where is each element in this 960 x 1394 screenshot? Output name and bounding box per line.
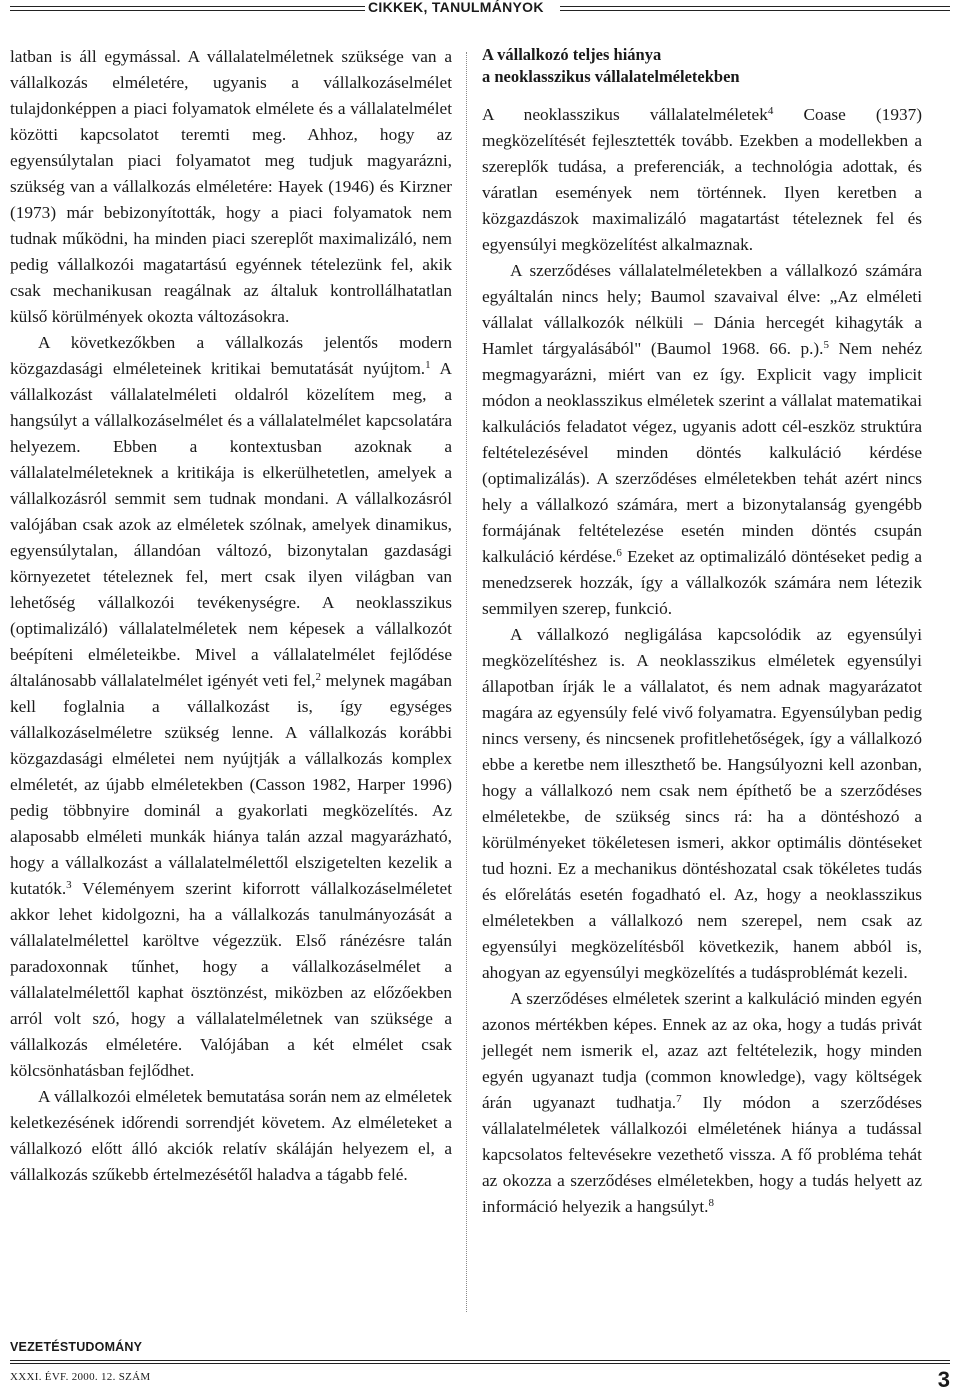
footnote-ref: 4 bbox=[767, 105, 774, 117]
body-paragraph bbox=[482, 258, 922, 622]
footnote-ref: 8 bbox=[708, 1197, 715, 1209]
paragraph-text: Véleményem szerint kiforrott vállalkozáselméletet akkor lehet kidolgozni, ha a vállalkozás tanulmányozását a vállalatelmélettel karöltve végezzük. Első ránézésre talán paradoxonnak tűnhet, hogy a vállalkozáselmélet a vállalatelmélettől kaphat ösztönzést, miközben az előzőekben arról volt szó, hogy a vállalatelméletnek van szüksége a vállalkozás elméletére. Valójában a két elmélet csak kölcsönhatásban fejlődhet. bbox=[10, 879, 452, 1080]
header-rule bbox=[10, 10, 365, 11]
page-header bbox=[0, 0, 960, 26]
paragraph-text: Ezeket az optimalizáló döntéseket pedig a menedzserek hozzák, így a vállalkozók számára nem létezik semmilyen szerep, funkció. bbox=[482, 547, 923, 618]
section-title: CIKKEK, TANULMÁNYOK bbox=[368, 0, 544, 15]
paragraph-text: Ily módon a szerződéses vállalatelméletek vállalkozói elméletének hiánya a tudással kapcsolatos feltevésekre vezethető vissza. A fő probléma tehát az okozza a szerződéses elméletekben, hogy a tudás helyett az információ helyezik a hangsúlyt. bbox=[482, 1093, 922, 1216]
paragraph-text: A szerződéses elméletek szerint a kalkuláció minden egyén azonos mértékben képes. Ennek az az oka, hogy a tudás privát jellegét nem ismerik el, azaz azt feltételezik, hogy minden egyén ugyanazt tudja (common knowledge), vagy költségek árán ugyanazt tudhatja. bbox=[482, 989, 922, 1112]
paragraph-text: A vállalkozói elméletek bemutatása során nem az elméletek keletkezésének időrendi sorrendjét követem. Az elméleteket a vállalkozó előtt álló akciók relatív skáláján helyezem el, a vállalkozás szűkebb értelmezésétől haladva a tágabb felé. bbox=[10, 1087, 452, 1184]
paragraph-text: A vállalkozást vállalatelméleti oldalról közelítem meg, a hangsúlyt a vállalkozáselmélet és a vállalatelmélet kapcsolatára helyezem. Ebben a kontextusban azoknak a vállalatelméleteknek a kritikája is elkerülhetetlen, amelyek a vállalkozásról semmit sem tudnak mondani. A vállalkozásról valójában csak azok az elméletek szólnak, amelyek dinamikus, egyensúlytalan, állandóan változó, bizonytalan gazdasági környezetet tételeznek fel, mert csak ilyen világban van lehetőség vállalkozói tevékenységre. A neoklasszikus (optimalizáló) vállalatelméletek nem képesek a vállalkozót beépíteni elméleteikbe. Mivel a vállalatelmélet fejlődése általánosabb vállalatelmélet igényét veti fel, bbox=[10, 359, 452, 690]
body-paragraph bbox=[482, 986, 922, 1220]
page-footer bbox=[10, 1340, 950, 1394]
paragraph-text: A neoklasszikus vállalatelméletek bbox=[482, 105, 768, 124]
footnote-ref: 3 bbox=[66, 879, 72, 891]
paragraph-text: Coase (1937) megközelítését fejlesztették tovább. Ezekben a modellekben a szereplők tudása, a preferenciák, a technológia adottak, és váratlan események nem történnek. Ilyen keretben a közgazdászok maximalizáló magatartást tételeznek fel és egyensúlyi megközelítést alkalmaznak. bbox=[482, 105, 923, 254]
footnote-ref: 1 bbox=[425, 359, 431, 371]
section-heading bbox=[482, 44, 922, 88]
footer-rule bbox=[10, 1363, 950, 1364]
header-rule bbox=[560, 10, 950, 11]
issue-label: XXXI. ÉVF. 2000. 12. SZÁM bbox=[10, 1371, 151, 1383]
footnote-ref: 5 bbox=[823, 339, 829, 351]
heading-line: a neoklasszikus vállalatelméletekben bbox=[482, 67, 740, 86]
left-column bbox=[10, 44, 452, 1188]
paragraph-text: A szerződéses vállalatelméletekben a vállalkozó számára egyáltalán nincs hely; Baumol szavaival élve: „Az elméleti vállalat vállalkozók nélküli – Dánia hercegét kihagyták a Hamlet tárgyalásából" (Baumol 1968. 66. p.). bbox=[482, 261, 922, 358]
paragraph-text: melynek magában kell foglalnia a vállalkozást is, így egységes vállalkozáselméletre szükség lenne. A vállalkozás korábbi közgazdasági elméletei nem nyújtják a vállalkozás komplex elméletét, az újabb elméletekben (Casson 1982, Harper 1996) pedig többnyire dominál a gyakorlati megközelítés. Az alaposabb elméleti munkák hiánya talán azzal magyarázható, hogy a vállalkozást a vállalatelmélettől elszigetelten kezelik a kutatók. bbox=[10, 671, 452, 898]
heading-line: A vállalkozó teljes hiánya bbox=[482, 45, 662, 64]
paragraph-text: Nem nehéz megmagyarázni, miért van ez így. Explicit vagy implicit módon a neoklasszikus elméletek szerint a vállalat matematikai kalkulációs feladatot végez, ugyanis adott cél-eszköz struktúra feltételezésével minden döntés kalkuláció kérdése (optimalizálás). A szerződéses elméletekben tehát azért nincs hely a vállalkozó számára, mert a bizonytalanság gyengébb formájának feltételezése esetén minden döntés csupán kalkuláció kérdése. bbox=[482, 339, 922, 566]
body-paragraph bbox=[482, 622, 922, 986]
body-paragraph bbox=[482, 102, 922, 258]
page-number: 3 bbox=[937, 1367, 950, 1392]
paragraph-text: A vállalkozó negligálása kapcsolódik az egyensúlyi megközelítéshez is. A neoklasszikus elméletek egyensúlyi állapotban írják le a vállalatot, és nem adnak magyarázatot magára az egyensúly felé vivő folyamatra. Egyensúlyban pedig nincs verseny, és nincsenek profitlehetőségek, így a vállalkozó ebbe a keretbe nem illeszthető be. Hangsúlyozni kell azonban, hogy a vállalkozó nem csak nem építhető be a szerződéses elméletekbe, de szükség sincs rá: ha a döntéshozó a körülményeket tökéletesen ismeri, akkor optimális döntéseket tud hozni. Ez a mechanikus döntéshozatal csak tökéletes tudás és előrelátás esetén fogadható el. Az, hogy a neoklasszikus elméletekben a vállalkozó nem szerepel, nem csak az egyensúlyi megközelítésből következik, hanem abból is, ahogyan az egyensúlyi megközelítés a tudásproblémát kezeli. bbox=[482, 625, 922, 982]
body-paragraph bbox=[10, 44, 452, 330]
journal-title: VEZETÉSTUDOMÁNY bbox=[10, 1340, 143, 1354]
paragraph-text: latban is áll egymással. A vállalatelméletnek szüksége van a vállalkozás elméletére, ugyanis a vállalkozáselmélet tulajdonképpen a piaci folyamatok elmélete és a vállalatelmélet közötti kapcsolatot teremti meg. Ahhoz, hogy az egyensúlytalan piaci folyamatot meg tudjuk magyarázni, szükség van a vállalkozás elméletére: Hayek (1946) és Kirzner (1973) már bebizonyították, hogy a piaci folyamatok nem tudnak működni, ha minden piaci szereplőt maximalizáló, nem pedig vállalkozói magatartású egyénnek tételezünk fel, akik csak mechanikusan reagálnak az általuk kontrollálhatatlan külső körülmények okozta változásokra. bbox=[10, 47, 452, 326]
footnote-ref: 7 bbox=[676, 1093, 682, 1105]
footer-rule bbox=[10, 1360, 950, 1361]
footnote-ref: 6 bbox=[616, 547, 622, 559]
paragraph-text: A következőkben a vállalkozás jelentős modern közgazdasági elméleteinek kritikai bemutatását nyújtom. bbox=[10, 333, 452, 378]
body-paragraph bbox=[10, 1084, 452, 1188]
column-divider bbox=[466, 52, 467, 1312]
body-paragraph bbox=[10, 330, 452, 1084]
footnote-ref: 2 bbox=[315, 671, 322, 683]
header-rule bbox=[560, 6, 950, 7]
header-rule bbox=[10, 6, 365, 7]
right-column bbox=[482, 44, 922, 1220]
